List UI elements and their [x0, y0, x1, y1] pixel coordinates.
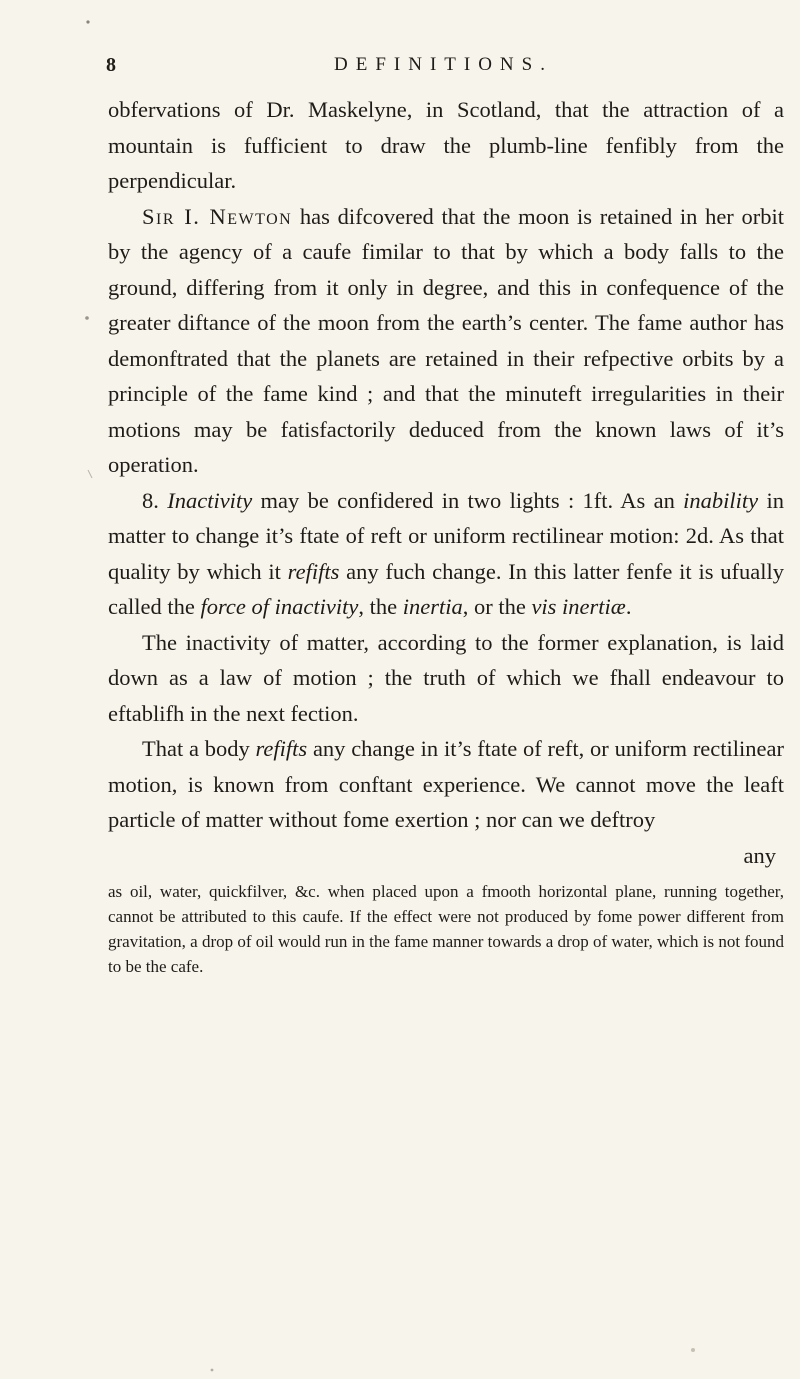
- definition-text-part: may be confidered in two lights : 1ft. As an: [252, 487, 684, 513]
- body-text: [108, 92, 784, 838]
- paragraph-law-of-motion: The inactivity of matter, according to the former explanation, is laid down as a law of motion ; the truth of which we fhall endeavour to eftablifh in the next fection.: [108, 629, 784, 726]
- definition-text-part: any fuch change. In this latter fenfe it is ufually called the: [108, 558, 784, 619]
- term-refifts: refifts: [287, 558, 340, 584]
- book-page: [108, 52, 784, 979]
- footnote-text: as oil, water, quickfilver, &c. when placed upon a fmooth horizontal plane, running together, cannot be attributed to this caufe. If the effect were not produced by fome power different from gravitation, a drop of oil would run in the fame manner towards a drop of water, which is not found to be the cafe.: [108, 882, 784, 976]
- definition-8-inactivity: [108, 483, 784, 625]
- footnote: [108, 879, 784, 979]
- definition-text-part: , or the: [462, 594, 532, 619]
- term-inactivity: Inactivity: [167, 487, 253, 513]
- paragraph-newton: [108, 199, 784, 483]
- term-force-of-inactivity: force of inactivity: [200, 594, 359, 619]
- running-title: DEFINITIONS.: [334, 54, 553, 75]
- term-vis-inertiae: vis inertiæ: [531, 594, 626, 619]
- experience-text-part: any change in it’s ftate of reft, or uniform rectilinear motion, is known from conftant experience. We cannot move the leaft particle of matter without fome exertion ; nor can we deftroy: [108, 736, 785, 832]
- running-header: [108, 52, 784, 92]
- definition-text-part: .: [625, 594, 632, 619]
- definition-text-part: , the: [358, 594, 403, 619]
- term-refifts-2: refifts: [255, 736, 308, 761]
- paragraph-experience: [108, 731, 784, 838]
- catchword: any: [743, 842, 776, 868]
- newton-name: Sir I. Newton: [142, 203, 293, 229]
- paragraph-continuation: obfervations of Dr. Maskelyne, in Scotland, that the attraction of a mountain is fufficient to draw the plumb-line fenfibly from the perpendicular.: [108, 97, 784, 193]
- experience-text-part: That a body: [142, 736, 256, 761]
- newton-paragraph-text: has difcovered that the moon is retained in her orbit by the agency of a caufe fimilar to that by which a body falls to the ground, differing from it only in degree, and this in confequence of the greater diftance of the moon from the earth’s center. The fame author has demonftrated that the planets are retained in their refpective orbits by a principle of the fame kind ; and that the minuteft irregularities in their motions may be fatisfactorily deduced from the known laws of it’s operation.: [108, 203, 784, 477]
- definition-text-part: in matter to change it’s ftate of reft or uniform rectilinear motion: 2d. As that quality by which it: [108, 487, 784, 584]
- page-number: 8: [106, 54, 116, 76]
- definition-number: 8.: [142, 487, 159, 513]
- term-inability: inability: [683, 487, 759, 513]
- term-inertia: inertia: [402, 594, 463, 619]
